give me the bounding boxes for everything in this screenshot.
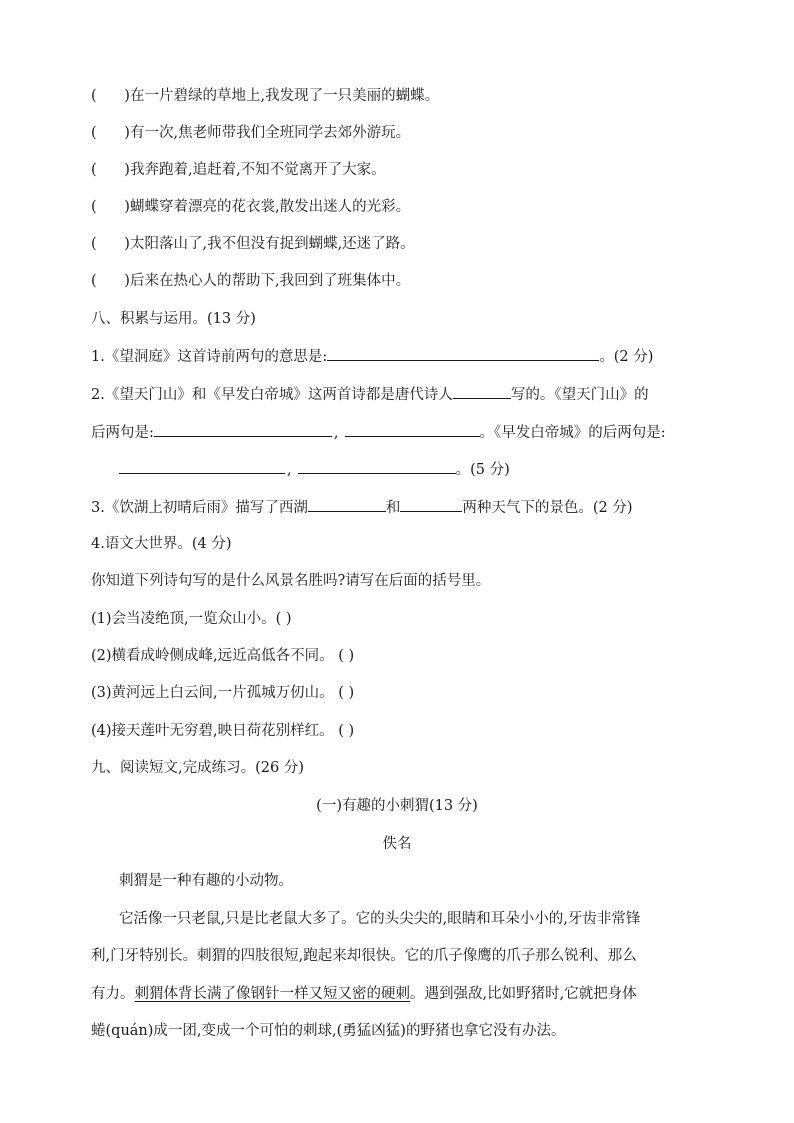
question-2-score: 。(5 分) (455, 462, 510, 478)
answer-blank[interactable] (119, 459, 285, 474)
question-2-label-2: 。《早发白帝城》的后两句是: (479, 425, 666, 441)
order-item-text: 在一片碧绿的草地上,我发现了一只美丽的蝴蝶。 (129, 88, 440, 104)
question-2-line-2 (91, 422, 666, 443)
order-item-text: 我奔跑着,追赶着,不知不觉离开了大家。 (129, 162, 386, 178)
order-item-text: 有一次,焦老师带我们全班同学去郊外游玩。 (129, 125, 411, 141)
passage-paragraph-2-line-1: 它活像一只老鼠,只是比老鼠大多了。它的头尖尖的,眼睛和耳朵小小的,牙齿非常锋 (119, 911, 641, 927)
passage-paragraph-2-line-2: 利,门牙特别长。刺猬的四肢很短,跑起来却很快。它的爪子像鹰的爪子那么锐利、那么 (91, 948, 637, 964)
question-3-and: 和 (385, 500, 401, 516)
answer-paren[interactable]: ( ) (91, 236, 130, 252)
question-4-prompt: 你知道下列诗句写的是什么风景名胜吗?请写在后面的括号里。 (91, 573, 491, 589)
answer-blank[interactable] (154, 422, 332, 437)
passage-paragraph-1: 刺猬是一种有趣的小动物。 (119, 873, 293, 889)
order-item-2 (91, 123, 410, 143)
question-4-item-2: (2)横看成岭侧成峰,远近高低各不同。 ( ) (91, 648, 355, 664)
order-item-4 (91, 197, 410, 217)
question-2-line-3 (119, 459, 510, 480)
passage-paragraph-2-line-3 (91, 984, 637, 1004)
answer-blank[interactable] (327, 346, 599, 361)
question-2-prompt: 2.《望天门山》和《早发白帝城》这两首诗都是唐代诗人 (91, 387, 453, 403)
section-8-title: 八、积累与运用。(13 分) (91, 311, 256, 327)
order-item-text: 太阳落山了,我不但没有捉到蝴蝶,还迷了路。 (129, 236, 415, 252)
answer-blank[interactable] (308, 497, 386, 512)
passage-text: 有力。 (91, 986, 135, 1002)
question-3 (91, 497, 633, 518)
question-4-item-4: (4)接天莲叶无穷碧,映日荷花别样红。 ( ) (91, 723, 355, 739)
order-item-1 (91, 86, 439, 106)
answer-blank[interactable] (453, 384, 511, 399)
order-item-3 (91, 160, 386, 180)
question-4-title: 4.语文大世界。(4 分) (91, 536, 232, 552)
comma: , (287, 462, 292, 478)
comma: , (333, 425, 339, 441)
question-3-suffix: 两种天气下的景色。(2 分) (462, 500, 633, 516)
order-item-5 (91, 234, 415, 254)
order-item-6 (91, 271, 410, 291)
question-4-item-3: (3)黄河远上白云间,一片孤城万仞山。 ( ) (91, 685, 355, 701)
answer-blank[interactable] (298, 459, 456, 474)
passage-paragraph-2-line-4: 蜷(quán)成一团,变成一个可怕的刺球,(勇猛凶猛)的野猪也拿它没有办法。 (91, 1023, 566, 1039)
question-2-line-1 (91, 384, 649, 405)
question-4-item-1: (1)会当凌绝顶,一览众山小。( ) (91, 611, 292, 627)
order-item-text: 后来在热心人的帮助下,我回到了班集体中。 (129, 273, 411, 289)
answer-paren[interactable]: ( ) (91, 88, 130, 104)
answer-blank[interactable] (345, 422, 480, 437)
question-2-label: 后两句是: (91, 425, 154, 441)
question-3-prompt: 3.《饮湖上初晴后雨》描写了西湖 (91, 500, 308, 516)
passage-author: 佚名 (382, 836, 412, 852)
answer-paren[interactable]: ( ) (91, 273, 130, 289)
question-2-prompt-cont: 写的。《望天门山》的 (510, 387, 649, 403)
section-9-title: 九、阅读短文,完成练习。(26 分) (91, 760, 304, 776)
answer-blank[interactable] (400, 497, 462, 512)
question-1-score: 。(2 分) (599, 349, 654, 365)
passage-text: 。遇到强敌,比如野猪时,它就把身体 (410, 986, 637, 1002)
answer-paren[interactable]: ( ) (91, 199, 130, 215)
question-1-prompt: 1.《望洞庭》这首诗前两句的意思是: (91, 349, 328, 365)
question-1 (91, 346, 653, 367)
answer-paren[interactable]: ( ) (91, 162, 130, 178)
answer-paren[interactable]: ( ) (91, 125, 130, 141)
passage-title: (一)有趣的小刺猬(13 分) (316, 798, 478, 814)
underlined-sentence: 刺猬体背长满了像钢针一样又短又密的硬刺 (134, 986, 410, 1002)
order-item-text: 蝴蝶穿着漂亮的花衣裳,散发出迷人的光彩。 (129, 199, 411, 215)
